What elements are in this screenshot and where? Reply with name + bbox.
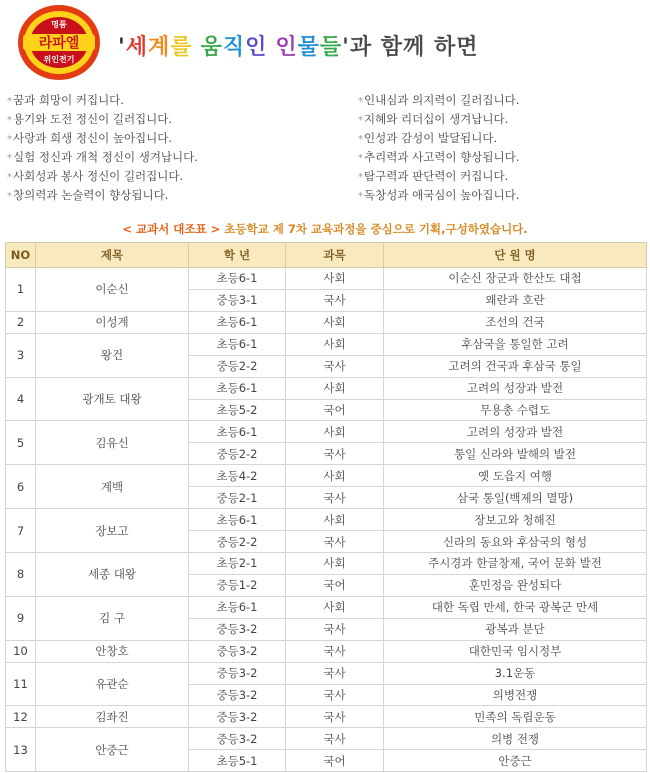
subject-cell: 사회 <box>286 509 384 531</box>
row-number: 6 <box>6 465 36 509</box>
subject-cell: 사회 <box>286 311 384 333</box>
grade-cell: 초등6-1 <box>189 509 286 531</box>
benefit-item <box>7 167 183 186</box>
subject-cell: 사회 <box>286 552 384 574</box>
logo-top-text: 명품 <box>51 20 67 29</box>
subject-cell: 사회 <box>286 596 384 618</box>
grade-cell: 중등3-2 <box>189 728 286 750</box>
subject-cell: 국사 <box>286 640 384 662</box>
benefit-item <box>358 110 508 129</box>
benefit-text: 인성과 감성이 발달됩니다. <box>364 131 498 145</box>
unit-cell: 후삼국을 통일한 고려 <box>384 333 647 355</box>
person-title: 계백 <box>36 465 189 509</box>
unit-cell: 이순신 장군과 한산도 대첩 <box>384 268 647 290</box>
unit-cell: 왜란과 호란 <box>384 289 647 311</box>
headline-part: 물 <box>297 35 320 60</box>
row-number: 2 <box>6 311 36 333</box>
unit-cell: 고려의 성장과 발전 <box>384 377 647 399</box>
benefit-text: 추리력과 사고력이 향상됩니다. <box>364 150 520 164</box>
benefit-text: 실험 정신과 개척 정신이 생겨납니다. <box>13 150 198 164</box>
table-caption <box>0 221 650 237</box>
grade-cell: 초등6-1 <box>189 311 286 333</box>
subject-cell: 국사 <box>286 662 384 684</box>
subject-cell: 국사 <box>286 728 384 750</box>
bullet-star-icon: * <box>7 134 12 145</box>
bullet-star-icon: * <box>358 96 363 107</box>
unit-cell: 주시경과 한글창제, 국어 문화 발전 <box>384 552 647 574</box>
grade-cell: 중등2-1 <box>189 487 286 509</box>
row-number: 8 <box>6 552 36 596</box>
benefit-item <box>358 167 508 186</box>
grade-cell: 초등6-1 <box>189 377 286 399</box>
benefit-item <box>7 110 172 129</box>
headline-part: 들 <box>319 35 343 60</box>
table-row <box>6 596 647 618</box>
person-title: 장보고 <box>36 509 189 553</box>
table-row <box>6 311 647 333</box>
bullet-star-icon: * <box>358 172 363 183</box>
benefit-text: 사회성과 봉사 정신이 길러집니다. <box>13 169 184 183</box>
table-row <box>6 333 647 355</box>
headline-part: 움 <box>200 35 223 60</box>
benefit-item <box>358 91 519 110</box>
benefit-item <box>358 186 519 205</box>
grade-cell: 중등2-2 <box>189 531 286 553</box>
subject-cell: 사회 <box>286 268 384 290</box>
person-title: 김 구 <box>36 596 189 640</box>
grade-cell: 중등3-2 <box>189 684 286 706</box>
unit-cell: 신라의 동요와 후삼국의 형성 <box>384 531 647 553</box>
unit-cell: 의병 전쟁 <box>384 728 647 750</box>
unit-cell: 옛 도읍지 여행 <box>384 465 647 487</box>
column-header: 단 원 명 <box>384 243 647 268</box>
row-number: 5 <box>6 421 36 465</box>
benefit-item <box>7 186 168 205</box>
headline-part: 인 <box>275 35 298 60</box>
grade-cell: 초등4-2 <box>189 465 286 487</box>
subject-cell: 국사 <box>286 706 384 728</box>
curriculum-table <box>5 242 647 772</box>
brand-logo <box>17 4 101 81</box>
bullet-star-icon: * <box>358 115 363 126</box>
grade-cell: 중등2-2 <box>189 443 286 465</box>
row-number: 9 <box>6 596 36 640</box>
grade-cell: 초등6-1 <box>189 421 286 443</box>
unit-cell: 고려의 건국과 후삼국 통일 <box>384 355 647 377</box>
header <box>0 0 650 88</box>
headline-part: 를 <box>170 35 193 60</box>
table-row <box>6 728 647 750</box>
table-header-row <box>6 243 647 268</box>
logo-bottom-text: 위인전기 <box>43 55 75 64</box>
bullet-star-icon: * <box>7 172 12 183</box>
person-title: 김좌진 <box>36 706 189 728</box>
grade-cell: 중등3-2 <box>189 662 286 684</box>
table-row <box>6 552 647 574</box>
benefit-text: 독창성과 애국심이 높아집니다. <box>364 188 520 202</box>
unit-cell: 통일 신라와 발해의 발전 <box>384 443 647 465</box>
row-number: 11 <box>6 662 36 706</box>
unit-cell: 훈민정음 완성되다 <box>384 574 647 596</box>
column-header: 과목 <box>286 243 384 268</box>
benefit-item <box>358 129 497 148</box>
grade-cell: 초등5-1 <box>189 750 286 772</box>
logo-main-text: 라파엘 <box>38 35 80 52</box>
person-title: 왕건 <box>36 333 189 377</box>
grade-cell: 초등5-2 <box>189 399 286 421</box>
column-header: 제목 <box>36 243 189 268</box>
unit-cell: 고려의 성장과 발전 <box>384 421 647 443</box>
subject-cell: 국사 <box>286 618 384 640</box>
table-row <box>6 268 647 290</box>
person-title: 광개토 대왕 <box>36 377 189 421</box>
subject-cell: 사회 <box>286 421 384 443</box>
column-header: NO <box>6 243 36 268</box>
benefit-item <box>7 91 124 110</box>
column-header: 학 년 <box>189 243 286 268</box>
benefit-item <box>7 148 198 167</box>
table-row <box>6 662 647 684</box>
row-number: 4 <box>6 377 36 421</box>
headline-part: 인 <box>245 35 268 60</box>
headline-part: '과 함께 하면 <box>342 35 479 60</box>
grade-cell: 초등6-1 <box>189 268 286 290</box>
table-row <box>6 509 647 531</box>
subject-cell: 국사 <box>286 443 384 465</box>
subject-cell: 국어 <box>286 399 384 421</box>
subject-cell: 국어 <box>286 574 384 596</box>
grade-cell: 중등3-2 <box>189 640 286 662</box>
table-row <box>6 640 647 662</box>
subject-cell: 국사 <box>286 289 384 311</box>
unit-cell: 장보고와 청해진 <box>384 509 647 531</box>
unit-cell: 광복과 분단 <box>384 618 647 640</box>
unit-cell: 조선의 건국 <box>384 311 647 333</box>
subject-cell: 사회 <box>286 465 384 487</box>
benefit-text: 용기와 도전 정신이 길러집니다. <box>13 112 173 126</box>
headline-part: 계 <box>148 35 171 60</box>
unit-cell: 무용총 수렵도 <box>384 399 647 421</box>
grade-cell: 중등3-1 <box>189 289 286 311</box>
table-body <box>6 268 647 772</box>
subject-cell: 국사 <box>286 355 384 377</box>
bullet-star-icon: * <box>7 153 12 164</box>
subject-cell: 국사 <box>286 531 384 553</box>
row-number: 10 <box>6 640 36 662</box>
table-row <box>6 706 647 728</box>
subject-cell: 사회 <box>286 377 384 399</box>
headline-part: ' <box>118 35 126 60</box>
person-title: 김유신 <box>36 421 189 465</box>
bullet-star-icon: * <box>358 191 363 202</box>
subject-cell: 사회 <box>286 333 384 355</box>
unit-cell: 대한민국 임시정부 <box>384 640 647 662</box>
benefit-text: 인내심과 의지력이 길러집니다. <box>364 93 520 107</box>
grade-cell: 중등1-2 <box>189 574 286 596</box>
subject-cell: 국사 <box>286 684 384 706</box>
bullet-star-icon: * <box>358 153 363 164</box>
row-number: 1 <box>6 268 36 312</box>
table-row <box>6 377 647 399</box>
bullet-star-icon: * <box>7 96 12 107</box>
unit-cell: 3.1운동 <box>384 662 647 684</box>
person-title: 이성계 <box>36 311 189 333</box>
headline-part: 직 <box>222 35 246 60</box>
unit-cell: 삼국 통일(백제의 멸망) <box>384 487 647 509</box>
bullet-star-icon: * <box>7 191 12 202</box>
grade-cell: 초등6-1 <box>189 596 286 618</box>
unit-cell: 민족의 독립운동 <box>384 706 647 728</box>
row-number: 3 <box>6 333 36 377</box>
benefit-item <box>7 129 172 148</box>
row-number: 13 <box>6 728 36 772</box>
caption-text: 초등학교 제 7차 교육과정을 중심으로 기획,구성하였습니다. <box>224 222 528 236</box>
person-title: 유관순 <box>36 662 189 706</box>
unit-cell: 의병전쟁 <box>384 684 647 706</box>
caption-tag: < 교과서 대조표 > <box>122 222 221 236</box>
benefit-text: 탐구력과 판단력이 커집니다. <box>364 169 509 183</box>
table-row <box>6 465 647 487</box>
person-title: 세종 대왕 <box>36 552 189 596</box>
person-title: 안창호 <box>36 640 189 662</box>
benefit-text: 꿈과 희망이 커집니다. <box>13 93 124 107</box>
bullet-star-icon: * <box>358 134 363 145</box>
headline-part: 세 <box>125 35 149 60</box>
row-number: 12 <box>6 706 36 728</box>
person-title: 이순신 <box>36 268 189 312</box>
unit-cell: 안중근 <box>384 750 647 772</box>
benefit-item <box>358 148 519 167</box>
person-title: 안중근 <box>36 728 189 772</box>
benefit-text: 창의력과 논술력이 향상됩니다. <box>13 188 169 202</box>
benefit-text: 지혜와 리더십이 생겨납니다. <box>364 112 509 126</box>
headline <box>118 30 478 61</box>
benefit-text: 사랑과 희생 정신이 높아집니다. <box>13 131 173 145</box>
grade-cell: 초등6-1 <box>189 333 286 355</box>
unit-cell: 대한 독립 만세, 한국 광복군 만세 <box>384 596 647 618</box>
grade-cell: 중등3-2 <box>189 618 286 640</box>
subject-cell: 국어 <box>286 750 384 772</box>
grade-cell: 초등2-1 <box>189 552 286 574</box>
grade-cell: 중등3-2 <box>189 706 286 728</box>
bullet-star-icon: * <box>7 115 12 126</box>
subject-cell: 국사 <box>286 487 384 509</box>
table-row <box>6 421 647 443</box>
grade-cell: 중등2-2 <box>189 355 286 377</box>
row-number: 7 <box>6 509 36 553</box>
